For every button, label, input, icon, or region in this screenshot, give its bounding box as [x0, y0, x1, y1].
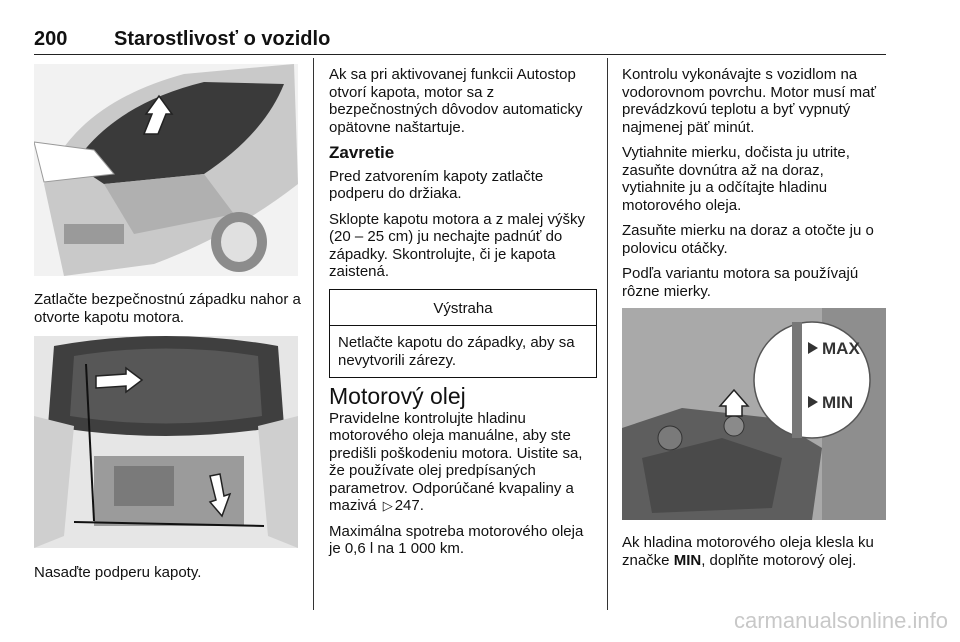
- warning-box: [329, 289, 597, 379]
- dipstick-procedure-paragraph: Vytiahnite mierku, dočista ju utrite, zasuňte dovnútra až na doraz, vytiahnite ju a odčítajte hladinu motorového oleja.: [622, 144, 850, 214]
- column-divider-1: [313, 58, 314, 610]
- warning-title: Výstraha: [330, 290, 596, 327]
- dipstick-figure: [622, 308, 886, 520]
- chapter-title: Starostlivosť o vozidlo: [114, 28, 331, 50]
- dipstick-max-label: MAX: [822, 339, 860, 358]
- watermark: carmanualsonline.info: [733, 608, 948, 633]
- closing-paragraph-2: Sklopte kapotu motora a z malej výšky (20 – 25 cm) ju nechajte padnúť do západky. Skontrolujte, či je kapota zaistená.: [329, 210, 585, 280]
- section-title-engine-oil: Motorový olej: [329, 383, 466, 409]
- closing-paragraph-1: Pred zatvorením kapoty zatlačte podperu do držiaka.: [329, 167, 544, 202]
- header-rule: [34, 54, 886, 55]
- oil-check-text: Pravidelne kontrolujte hladinu motorového oleja manuálne, aby ste predišli poškodeniu motora. Uistite sa, že používate olej predpísaných parametrov. Odporúčané kvapaliny a mazivá: [329, 409, 583, 514]
- oil-check-paragraph: [329, 410, 597, 515]
- column-divider-2: [607, 58, 608, 610]
- dipstick-variants-paragraph: Podľa variantu motora sa používajú rôzne mierky.: [622, 265, 859, 300]
- dipstick-caption-text-2: , doplňte motorový olej.: [701, 551, 857, 569]
- dipstick-caption-min: MIN: [673, 551, 702, 569]
- page-reference[interactable]: 247.: [394, 497, 424, 514]
- hood-prop-rod-figure: [34, 336, 298, 548]
- figure-caption-latch: Zatlačte bezpečnostnú západku nahor a otvorte kapotu motora.: [34, 291, 301, 326]
- car-hood-latch-figure: [34, 64, 298, 276]
- dipstick-caption-text-1: Ak hladina motorového oleja klesla ku značke: [622, 534, 874, 569]
- page-number: 200: [34, 28, 68, 50]
- dipstick-caption: [622, 534, 892, 569]
- car-hood-illustration: [34, 64, 298, 276]
- engine-bay-illustration: [34, 336, 298, 548]
- dipstick-min-label: MIN: [822, 393, 854, 412]
- column-2: [329, 66, 597, 566]
- figure-caption-prop-rod: Nasaďte podperu kapoty.: [34, 564, 202, 581]
- dipstick-reinsert-paragraph: Zasuňte mierku na doraz a otočte ju o polovicu otáčky.: [622, 222, 874, 257]
- check-conditions-paragraph: Kontrolu vykonávajte s vozidlom na vodorovnom povrchu. Motor musí mať prevádzkovú teplotu a byť vypnutý najmenej päť minút.: [622, 66, 877, 136]
- warning-text: Netlačte kapotu do západky, aby sa nevytvorili zárezy.: [338, 334, 575, 369]
- column-3: [622, 66, 888, 308]
- subheading-closing: Zavretie: [329, 143, 395, 162]
- page-reference-icon: ▷: [382, 498, 393, 513]
- autostop-paragraph: Ak sa pri aktivovanej funkcii Autostop otvorí kapota, motor sa z bezpečnostných dôvodov automaticky opätovne naštartuje.: [329, 66, 583, 136]
- oil-consumption-paragraph: Maximálna spotreba motorového oleja je 0,6 l na 1 000 km.: [329, 522, 584, 557]
- dipstick-illustration: [622, 308, 886, 520]
- page-header: [34, 28, 886, 52]
